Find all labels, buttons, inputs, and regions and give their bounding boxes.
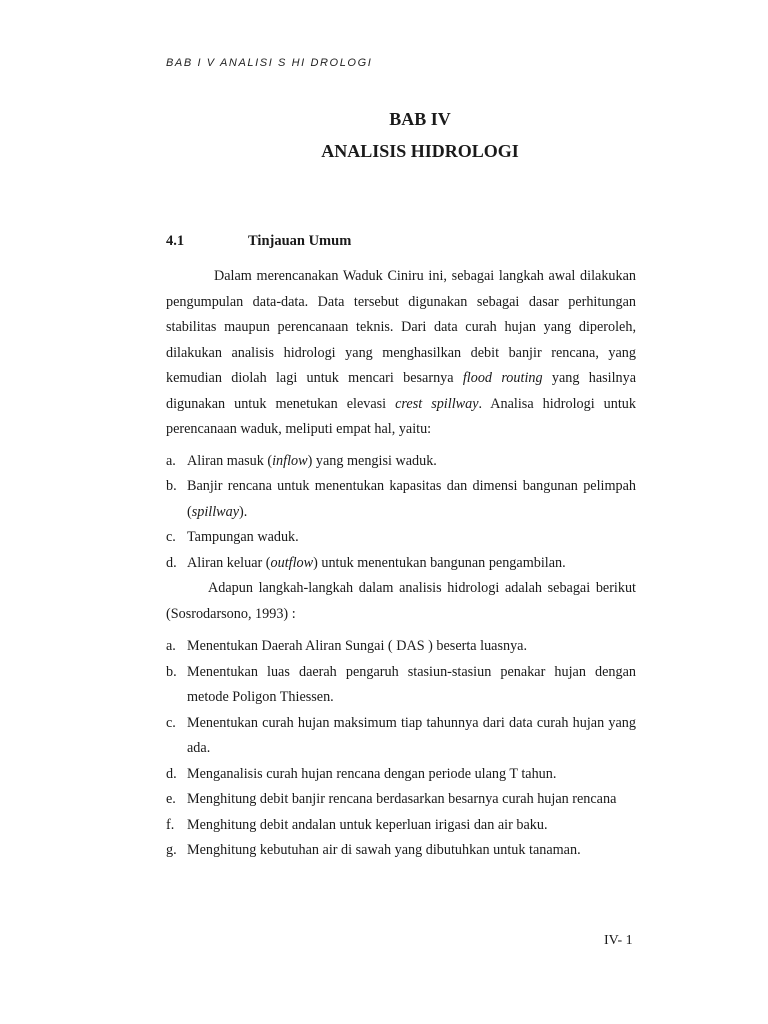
paragraph-text: yang hasilnya digunakan untuk menetukan elevasi <box>166 370 637 412</box>
chapter-title <box>36 103 768 167</box>
list-text: ) untuk menentukan bangunan pengambilan. <box>313 554 566 571</box>
list-item <box>166 660 636 711</box>
list-item <box>166 813 636 839</box>
list-text: Menentukan Daerah Aliran Sungai ( DAS ) beserta luasnya. <box>187 638 528 654</box>
list-item <box>166 711 636 762</box>
list-text: Menghitung debit andalan untuk keperluan irigasi dan air baku. <box>187 816 548 833</box>
list-marker: b. <box>166 663 177 680</box>
list-marker: d. <box>166 554 177 571</box>
italic-term: spillway <box>191 503 240 520</box>
list-text: Tampungan waduk. <box>187 529 299 545</box>
list-marker: g. <box>166 842 177 858</box>
list-text: ) yang mengisi waduk. <box>307 452 437 469</box>
list-item <box>166 787 636 813</box>
analysis-list <box>166 449 636 577</box>
list-marker: a. <box>166 638 176 654</box>
paragraph-text: Dalam merencanakan Waduk Ciniru ini, sebagai langkah awal dilakukan pengumpulan data-data. Data tersebut digunakan sebagai dasar perhitungan stabilitas maupun perencanaan teknis. Dari data curah hujan yang diperoleh, dilakukan analisis hidrologi yang menghasilkan debit banjir rencana, yang kemudian diolah lagi untuk mencari besarnya <box>166 268 636 386</box>
list-item <box>166 525 636 551</box>
list-item <box>166 634 636 660</box>
list-item <box>166 474 636 525</box>
page-number: IV- 1 <box>604 933 633 948</box>
list-text: ). <box>239 503 248 520</box>
list-item <box>166 838 636 864</box>
running-header: BAB I V ANALISI S HI DROLOGI <box>166 57 373 69</box>
list-text: Banjir rencana untuk menentukan kapasitas dan dimensi bangunan pelimpah ( <box>187 478 636 520</box>
list-marker: a. <box>166 452 176 469</box>
italic-term: flood routing <box>462 370 543 386</box>
chapter-number: BAB IV <box>389 109 451 129</box>
list-text: Menganalisis curah hujan rencana dengan periode ulang T tahun. <box>187 765 557 782</box>
list-text: Menentukan luas daerah pengaruh stasiun-stasiun penakar hujan dengan metode Poligon Thiessen. <box>187 663 636 705</box>
body-text <box>166 264 636 864</box>
paragraph-steps: Adapun langkah-langkah dalam analisis hidrologi adalah sebagai berikut (Sosrodarsono, 1993) : <box>166 580 636 622</box>
italic-term: outflow <box>270 554 314 571</box>
section-title: Tinjauan Umum <box>248 233 352 249</box>
list-marker: c. <box>166 529 176 545</box>
italic-term: crest spillway <box>395 395 479 412</box>
list-marker: b. <box>166 478 177 494</box>
italic-term: inflow <box>272 452 308 469</box>
list-marker: f. <box>166 816 175 833</box>
paragraph-intro <box>166 264 636 443</box>
list-marker: c. <box>166 714 176 731</box>
paragraph-text: . Analisa hidrologi untuk perencanaan waduk, meliputi empat hal, yaitu: <box>166 395 636 437</box>
list-text: Aliran masuk ( <box>187 452 273 469</box>
list-text: Aliran keluar ( <box>187 554 271 571</box>
steps-list <box>166 634 636 864</box>
list-item <box>166 449 636 475</box>
section-number: 4.1 <box>166 233 185 249</box>
list-text: Menentukan curah hujan maksimum tiap tahunnya dari data curah hujan yang ada. <box>187 714 636 756</box>
list-marker: e. <box>166 791 176 807</box>
list-item <box>166 762 636 788</box>
list-marker: d. <box>166 765 177 782</box>
section-heading <box>166 233 351 250</box>
list-text: Menghitung kebutuhan air di sawah yang dibutuhkan untuk tanaman. <box>187 842 581 858</box>
list-text: Menghitung debit banjir rencana berdasarkan besarnya curah hujan rencana <box>187 791 617 807</box>
list-item <box>166 551 636 577</box>
chapter-name: ANALISIS HIDROLOGI <box>321 141 519 161</box>
